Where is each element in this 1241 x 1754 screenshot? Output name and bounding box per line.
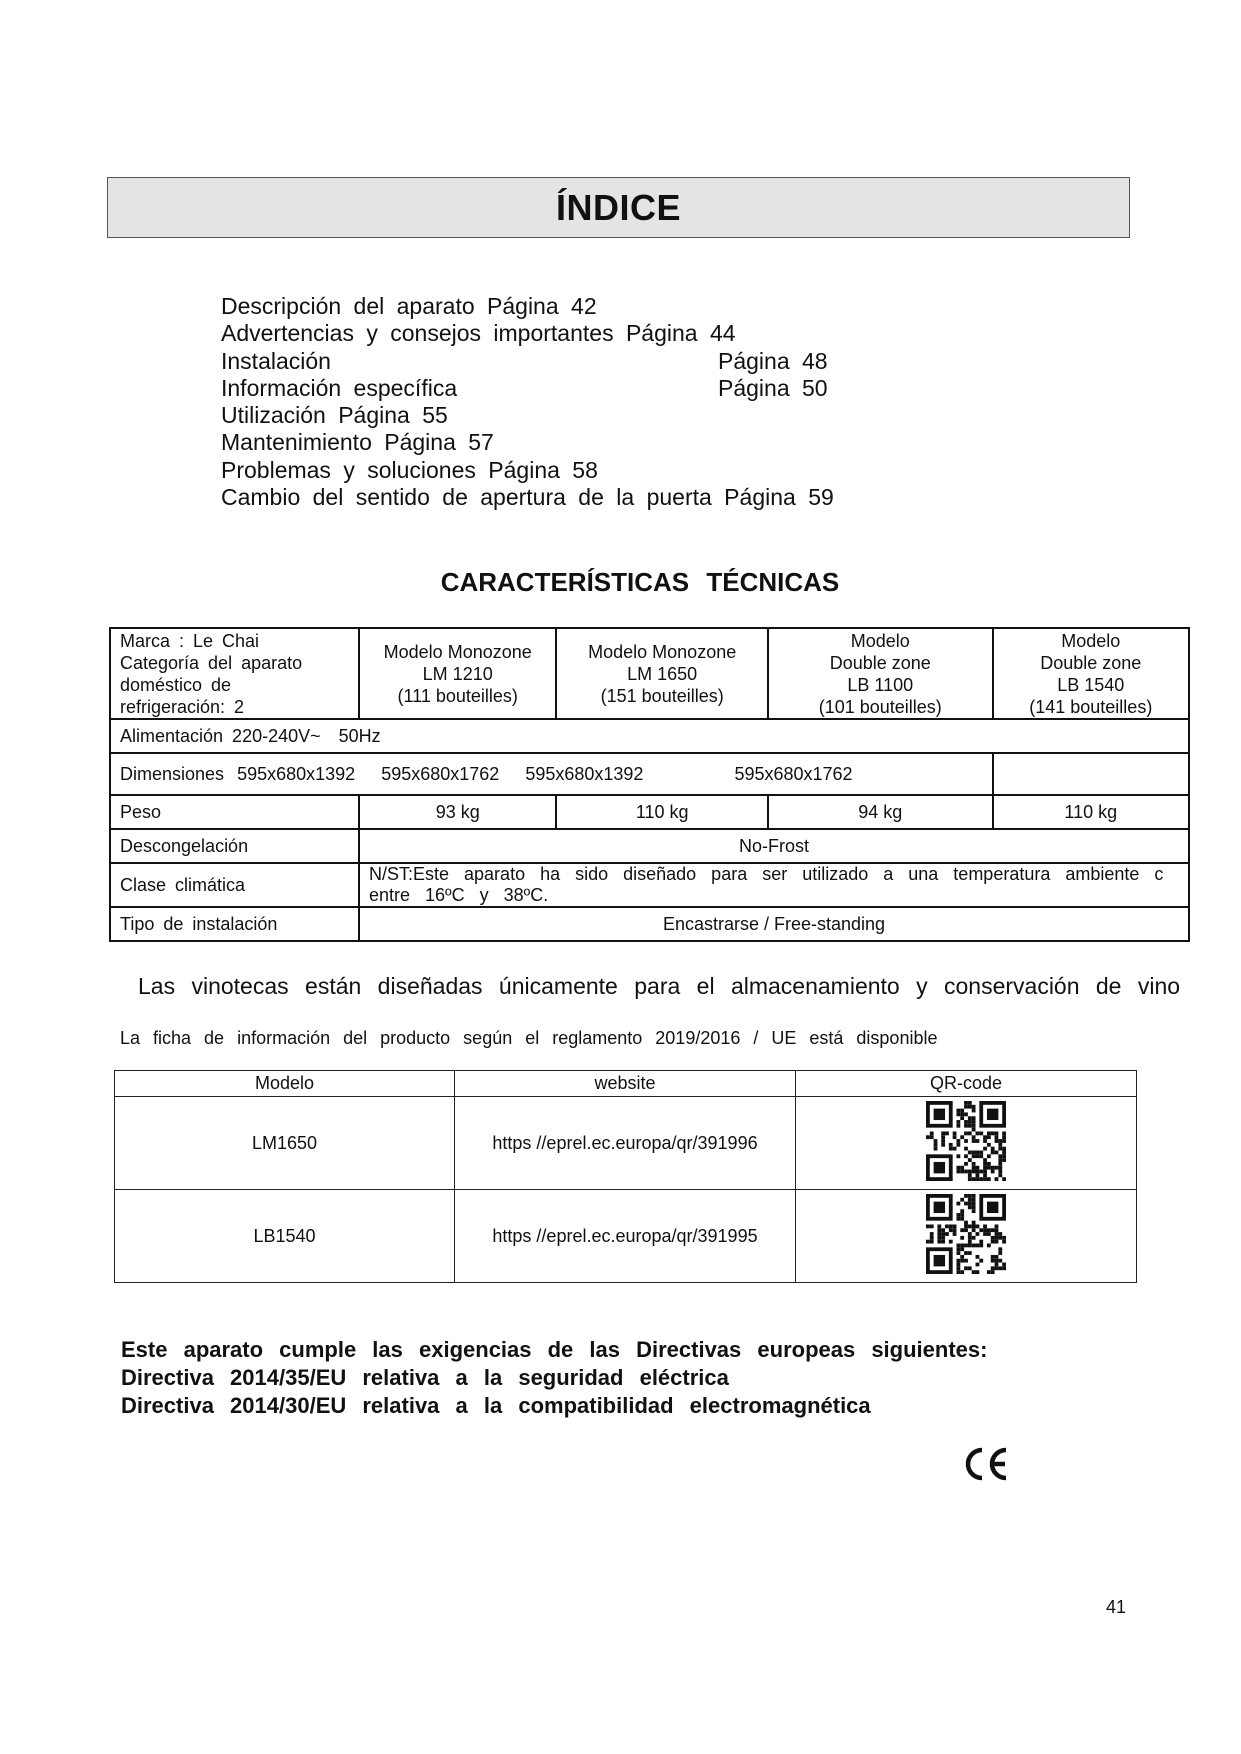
table-row bbox=[110, 795, 1189, 829]
table-row bbox=[110, 628, 1189, 719]
model-lm1650-header: Modelo Monozone LM 1650 (151 bouteilles) bbox=[556, 628, 768, 719]
wine-storage-note: Las vinotecas están diseñadas únicamente para el almacenamiento y conservación de vino bbox=[138, 973, 1181, 999]
specs-title: CARACTERÍSTICAS TÉCNICAS bbox=[440, 567, 840, 597]
table-row bbox=[115, 1071, 1137, 1097]
table-row bbox=[110, 719, 1189, 753]
header-website: website bbox=[455, 1071, 796, 1097]
header-model: Modelo bbox=[115, 1071, 455, 1097]
weight-label: Peso bbox=[110, 795, 359, 829]
qr-code-icon[interactable] bbox=[926, 1194, 1006, 1274]
toc-item: Información específica Página 50 bbox=[221, 374, 828, 401]
table-row bbox=[110, 907, 1189, 941]
toc-item: Advertencias y consejos importantes Página 44 bbox=[221, 320, 736, 347]
qr-code-icon[interactable] bbox=[926, 1101, 1006, 1181]
climate-value: N/ST:Este aparato ha sido diseñado para ser utilizado a una temperatura ambiente c entre 16ºC y 38ºC. bbox=[359, 863, 1189, 907]
directives-intro: Este aparato cumple las exigencias de las Directivas europeas siguientes: bbox=[121, 1337, 988, 1362]
url-cell: https //eprel.ec.europa/qr/391995 bbox=[455, 1190, 796, 1283]
index-title-box bbox=[107, 177, 1130, 238]
table-of-contents bbox=[221, 293, 921, 511]
directive-emc: Directiva 2014/30/EU relativa a la compatibilidad electromagnética bbox=[121, 1393, 871, 1418]
weight-value: 110 kg bbox=[993, 795, 1189, 829]
climate-label: Clase climática bbox=[110, 863, 359, 907]
toc-item: Cambio del sentido de apertura de la puerta Página 59 bbox=[221, 484, 834, 511]
defrost-value: No-Frost bbox=[359, 829, 1189, 863]
table-row bbox=[115, 1190, 1137, 1283]
qr-table bbox=[114, 1070, 1137, 1283]
install-label: Tipo de instalación bbox=[110, 907, 359, 941]
model-lb1540-header: Modelo Double zone LB 1540 (141 bouteilles) bbox=[993, 628, 1189, 719]
toc-item: Mantenimiento Página 57 bbox=[221, 429, 494, 456]
directives-block bbox=[121, 1336, 987, 1420]
index-title: ÍNDICE bbox=[555, 186, 681, 228]
specs-table bbox=[109, 627, 1190, 942]
toc-item: Utilización Página 55 bbox=[221, 402, 448, 429]
power-cell: Alimentación 220-240V~ 50Hz bbox=[110, 719, 1189, 753]
brand-category-cell: Marca : Le Chai Categoría del aparato doméstico de refrigeración: 2 bbox=[110, 628, 359, 719]
model-lm1210-header: Modelo Monozone LM 1210 (111 bouteilles) bbox=[359, 628, 556, 719]
model-cell: LB1540 bbox=[115, 1190, 455, 1283]
ce-mark-icon bbox=[962, 1444, 1012, 1484]
qr-cell bbox=[796, 1190, 1137, 1283]
table-row bbox=[115, 1097, 1137, 1190]
url-cell: https //eprel.ec.europa/qr/391996 bbox=[455, 1097, 796, 1190]
weight-value: 94 kg bbox=[768, 795, 993, 829]
toc-item: Problemas y soluciones Página 58 bbox=[221, 456, 598, 483]
toc-item: Descripción del aparato Página 42 bbox=[221, 293, 597, 319]
page-number: 41 bbox=[1106, 1597, 1127, 1617]
table-row bbox=[110, 753, 1189, 795]
model-cell: LM1650 bbox=[115, 1097, 455, 1190]
weight-value: 93 kg bbox=[359, 795, 556, 829]
model-lb1100-header: Modelo Double zone LB 1100 (101 bouteilles) bbox=[768, 628, 993, 719]
toc-item: Instalación Página 48 bbox=[221, 347, 828, 374]
dimensions-cell: Dimensiones 595x680x1392 595x680x1762 595x680x1392 595x680x1762 bbox=[110, 753, 993, 795]
table-row bbox=[110, 863, 1189, 907]
defrost-label: Descongelación bbox=[110, 829, 359, 863]
header-qr: QR-code bbox=[796, 1071, 1137, 1097]
dimensions-empty-cell bbox=[993, 753, 1189, 795]
qr-cell bbox=[796, 1097, 1137, 1190]
directive-electrical: Directiva 2014/35/EU relativa a la seguridad eléctrica bbox=[121, 1365, 729, 1390]
weight-value: 110 kg bbox=[556, 795, 768, 829]
table-row bbox=[110, 829, 1189, 863]
regulation-note: La ficha de información del producto según el reglamento 2019/2016 / UE está disponible bbox=[120, 1028, 938, 1048]
install-value: Encastrarse / Free-standing bbox=[359, 907, 1189, 941]
